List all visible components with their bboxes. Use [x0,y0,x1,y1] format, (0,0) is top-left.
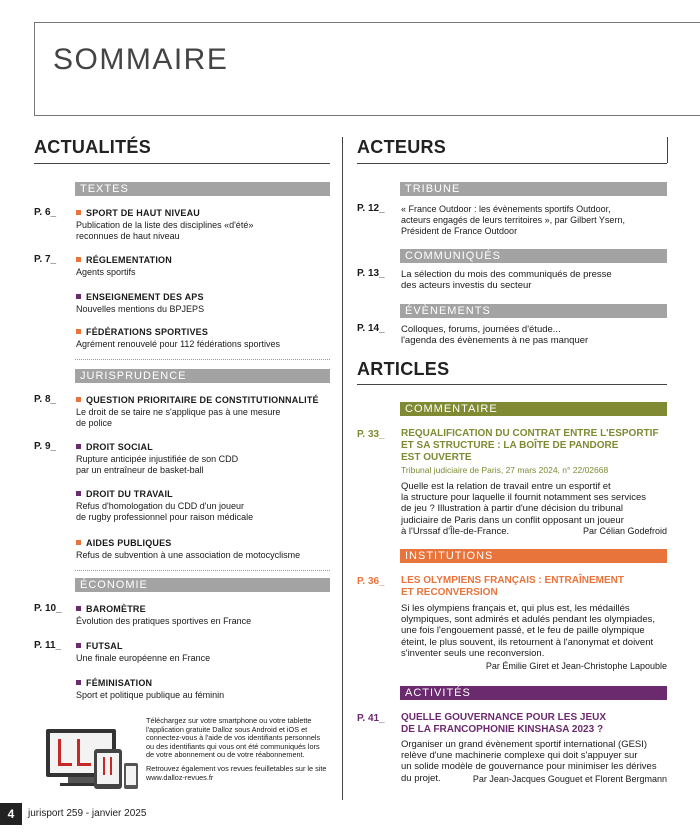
entry-line: de rugby professionnel pour raison médicale [76,512,254,522]
actualites-rule [34,163,330,164]
article-body: Organiser un grand évènement sportif international (GESI) relève d'une machinerie complexe qui doit s'appuyer sur un solide modèle de gouvernance pour minimiser les dérives du projet. [401,739,657,784]
promo-line: connectez-vous à l'aide de vos identifiants personnels [146,733,321,743]
article-body: Si les olympiens français et, qui plus est, les médaillés olympiques, sont admirés et adulés pendant les olympiades, une fois l'engouement passé, et le feu de paille olympique éteint, le plus souvent, ils retournent à l'anonymat et doivent s'inventer seuls une reconversion. [401,603,656,659]
devices-illustration [44,725,140,793]
promo-line: ou des identifiants qui vous ont été communiqués lors [146,741,320,751]
jurisprudence-band: JURISPRUDENCE [75,369,330,383]
entry-head: FÉMINISATION [76,678,152,688]
entry-head: DROIT SOCIAL [76,442,153,452]
page-ref: P. 36_ [357,576,385,587]
article-title: QUELLE GOUVERNANCE POUR LES JEUX DE LA FRANCOPHONIE KINSHASA 2023 ? [401,712,607,735]
article-title: REQUALIFICATION DU CONTRAT ENTRE L'ESPORTIF ET SA STRUCTURE : LA BOÎTE DE PANDORE EST OUVERTE [401,428,659,463]
entry-line: par un entraîneur de basket-ball [76,465,204,475]
commentaire-band: COMMENTAIRE [400,402,667,416]
article-p33[interactable] [357,428,667,540]
article-p36[interactable] [357,575,667,675]
promo-url[interactable]: www.dalloz-revues.fr [146,772,214,782]
article-author: Par Célian Godefroid [582,526,667,536]
entry-line: « France Outdoor : les évènements sportifs Outdoor, [401,204,611,214]
entry-head: RÉGLEMENTATION [76,255,172,265]
economie-band: ÉCONOMIE [75,578,330,592]
entry-head: SPORT DE HAUT NIVEAU [76,208,200,218]
article-body: Quelle est la relation de travail entre un esportif et la structure pour laquelle il fournit notamment ses services de jeu ? Illustration à partir d'une décision du tribunal judiciaire de Paris dans un conflit opposant un joueur à l'Urssaf d'Île-de-France. [401,481,647,537]
entry-line: Nouvelles mentions du BPJEPS [76,304,205,314]
entry-head: FÉDÉRATIONS SPORTIVES [76,327,208,337]
entry-head: DROIT DU TRAVAIL [76,489,173,499]
entry-line: acteurs engagés de leurs territoires », par Gilbert Ysern, [401,215,625,225]
articles-heading: ARTICLES [357,359,450,379]
article-author: Par Jean-Jacques Gouguet et Florent Bergmann [472,774,667,784]
promo-extra: Retrouvez également vos revues feuilletables sur le site [146,763,327,773]
footer-text: jurisport 259 - janvier 2025 [28,808,147,819]
page-ref: P. 14_ [357,323,385,334]
activites-band: ACTIVITÉS [400,686,667,700]
page-ref: P. 9_ [34,441,57,452]
articles-rule [357,384,667,385]
promo-text [146,717,330,782]
page-ref: P. 33_ [357,429,385,440]
promo-line: Téléchargez sur votre smartphone ou votre tablette [146,716,312,725]
article-author: Par Émilie Giret et Jean-Christophe Lapouble [485,661,667,671]
institutions-band: INSTITUTIONS [400,549,667,563]
entry-head: BAROMÈTRE [76,604,146,614]
communiques-band: COMMUNIQUÉS [400,249,667,263]
article-subtitle: Tribunal judiciaire de Paris, 27 mars 2024, n° 22/02668 [401,465,609,475]
entry-line: La sélection du mois des communiqués de presse [401,269,612,280]
entry-line: de police [76,418,113,428]
page-ref: P. 41_ [357,713,385,724]
article-title: LES OLYMPIENS FRANÇAIS : ENTRAÎNEMENT ET RECONVERSION [401,575,624,598]
entry-line: Évolution des pratiques sportives en France [76,616,252,626]
entry-line: Publication de la liste des disciplines «d'été» [76,220,254,230]
entry-line: Refus d'homologation du CDD d'un joueur [76,501,245,511]
entry-line: des acteurs investis du secteur [401,280,532,291]
acteurs-heading: ACTEURS [357,137,447,157]
acteurs-tick [667,137,668,163]
actualites-heading: ACTUALITÉS [34,137,151,157]
entry-line: Rupture anticipée injustifiée de son CDD [76,454,239,464]
divider [75,570,330,571]
entry-line: Colloques, forums, journées d'étude... [401,324,561,335]
page-ref: P. 11_ [34,640,62,651]
title-box [34,22,700,116]
entry-line: reconnues de haut niveau [76,231,180,241]
page-ref: P. 8_ [34,394,57,405]
textes-band: TEXTES [75,182,330,196]
article-p41[interactable] [357,712,667,792]
entry-line: Président de France Outdoor [401,226,518,236]
entry-line: Sport et politique publique au féminin [76,690,225,700]
evenements-band: ÉVÈNEMENTS [400,304,667,318]
entry-line: l'agenda des évènements à ne pas manquer [401,335,589,346]
entry-line: Refus de subvention à une association de motocyclisme [76,550,301,560]
page-number: 4 [0,803,22,825]
page-ref: P. 10_ [34,603,62,614]
promo-line: de votre abonnement ou de votre réabonnement. [146,750,305,760]
acteurs-rule [357,163,667,164]
page-ref: P. 12_ [357,203,385,214]
divider [75,359,330,360]
devices-icon [44,725,140,793]
tribune-band: TRIBUNE [400,182,667,196]
page-ref: P. 13_ [357,268,385,279]
entry-line: Une finale européenne en France [76,653,211,663]
entry-head: ENSEIGNEMENT DES APS [76,292,204,302]
entry-line: Agents sportifs [76,267,136,277]
page-ref: P. 6_ [34,207,57,218]
entry-line: Agrément renouvelé pour 112 fédérations sportives [76,339,280,349]
entry-line: Le droit de se taire ne s'applique pas à une mesure [76,407,281,417]
entry-head: QUESTION PRIORITAIRE DE CONSTITUTIONNALITÉ [76,395,319,405]
page-ref: P. 7_ [34,254,57,265]
page-title: SOMMAIRE [53,43,229,76]
entry-head: FUTSAL [76,641,123,651]
entry-head: AIDES PUBLIQUES [76,538,172,548]
column-divider [342,137,343,800]
promo-line: l'application gratuite Dalloz sous Android et iOS et [146,724,308,734]
